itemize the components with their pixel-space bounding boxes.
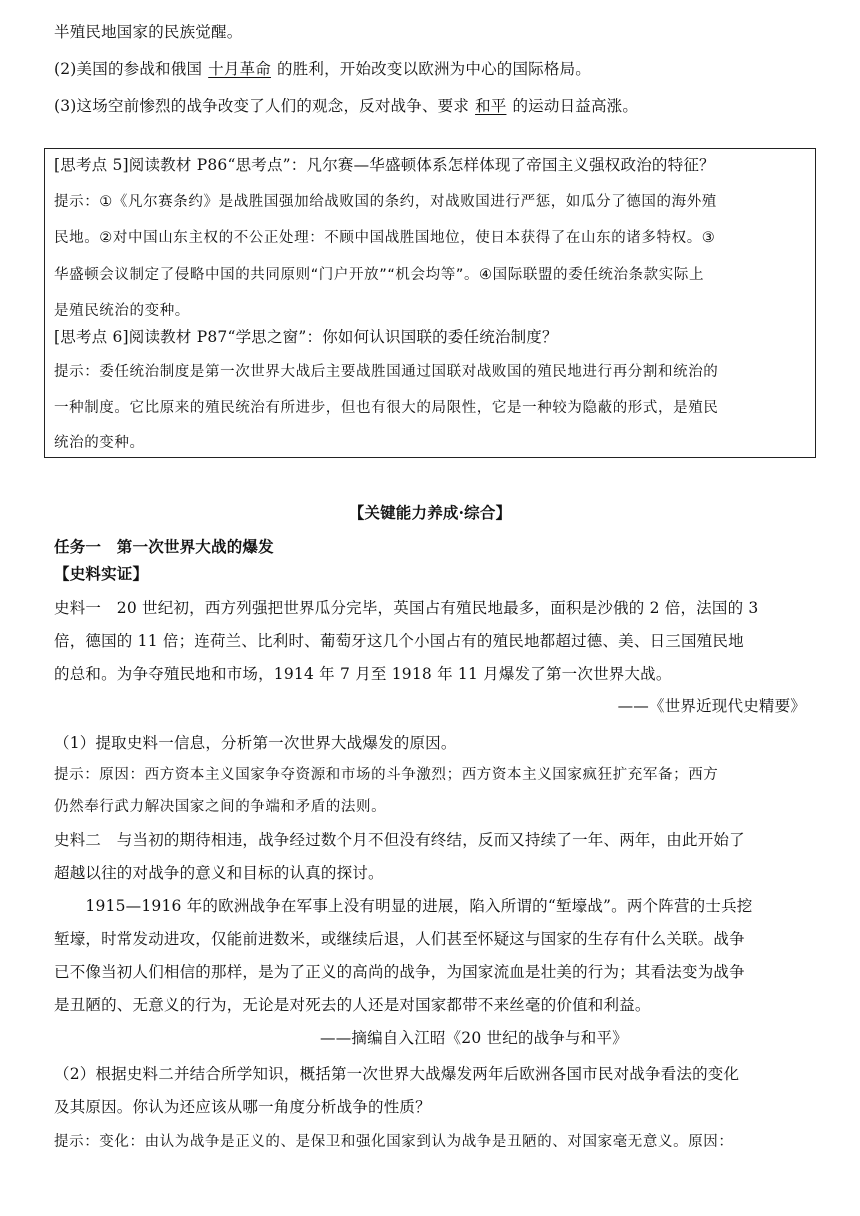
question-1: （1）提取史料一信息，分析第一次世界大战爆发的原因。 [54,734,457,752]
material-2-source: ——摘编自入江昭《20 世纪的战争与和平》 [320,1029,628,1047]
hint-line: 提示：变化：由认为战争是正义的、是保卫和强化国家到认为战争是丑陋的、对国家毫无意义。原因： [54,1134,734,1150]
thinking-point-6: [思考点 6]阅读教材 P87“学思之窗”：你如何认识国联的委任统治制度？ [54,328,558,346]
text-line: 半殖民地国家的民族觉醒。 [54,23,243,41]
hint-line: 一种制度。它比原来的殖民统治有所进步，但也有很大的局限性，它是一种较为隐蔽的形式，是殖民 [54,400,719,416]
point-3 [54,96,814,116]
hint-line: 提示：原因：西方资本主义国家争夺资源和市场的斗争激烈；西方资本主义国家疯狂扩充军备；西方 [54,767,719,783]
hint-line: 统治的变种。 [54,435,145,451]
hint-line: 是殖民统治的变种。 [54,303,190,319]
material-2-line: 已不像当初人们相信的那样，是为了正义的高尚的战争，为国家流血是壮美的行为；其看法变为战争 [54,963,745,981]
hint-line: 提示：①《凡尔赛条约》是战胜国强加给战败国的条约，对战败国进行严惩，如瓜分了德国的海外殖 [54,194,717,210]
thinking-point-5: [思考点 5]阅读教材 P86“思考点”：凡尔赛—华盛顿体系怎样体现了帝国主义强权政治的特征？ [54,156,715,174]
material-2-line: 史料二 与当初的期待相违，战争经过数个月不但没有终结，反而又持续了一年、两年，由此开始了 [54,831,745,849]
hint-line: 华盛顿会议制定了侵略中国的共同原则“门户开放”“机会均等”。④国际联盟的委任统治条款实际上 [54,267,705,283]
material-2-line: 堑壕，时常发动进攻，仅能前进数米，或继续后退，人们甚至怀疑这与国家的生存有什么关联。战争 [54,930,745,948]
question-2-line: （2）根据史料二并结合所学知识，概括第一次世界大战爆发两年后欧洲各国市民对战争看法的变化 [54,1065,740,1083]
section-heading: 【关键能力养成·综合】 [348,503,512,522]
material-1-source: ——《世界近现代史精要》 [617,697,806,715]
material-2-line: 超越以往的对战争的意义和目标的认真的探讨。 [54,864,384,882]
point-3-text-a: (3)这场空前惨烈的战争改变了人们的观念，反对战争、要求 [54,97,470,115]
point-2 [54,59,814,79]
material-1-line: 史料一 20 世纪初，西方列强把世界瓜分完毕，英国占有殖民地最多，面积是沙俄的 2 倍，法国的 3 [54,599,759,617]
evidence-heading: 【史料实证】 [54,564,149,583]
fill-blank-answer: 和平 [475,97,507,115]
task-heading: 任务一 第一次世界大战的爆发 [54,537,274,556]
point-2-text-b: 的胜利，开始改变以欧洲为中心的国际格局。 [276,60,591,78]
point-2-text-a: (2)美国的参战和俄国 [54,60,203,78]
material-2-line: 1915—1916 年的欧洲战争在军事上没有明显的进展，陷入所谓的“堑壕战”。两个阵营的士兵挖 [54,897,753,915]
point-3-text-b: 的运动日益高涨。 [512,97,639,115]
material-2-line: 是丑陋的、无意义的行为，无论是对死去的人还是对国家都带不来丝毫的价值和利益。 [54,996,651,1014]
hint-line: 提示：委任统治制度是第一次世界大战后主要战胜国通过国联对战败国的殖民地进行再分割和统治的 [54,364,719,380]
material-1-line: 的总和。为争夺殖民地和市场，1914 年 7 月至 1918 年 11 月爆发了第一次世界大战。 [54,665,672,683]
material-1-line: 倍，德国的 11 倍；连荷兰、比利时、葡萄牙这几个小国占有的殖民地都超过德、美、日三国殖民地 [54,632,744,650]
hint-line: 民地。②对中国山东主权的不公正处理：不顾中国战胜国地位，使日本获得了在山东的诸多特权。③ [54,230,716,246]
hint-line: 仍然奉行武力解决国家之间的争端和矛盾的法则。 [54,799,387,815]
fill-blank-answer: 十月革命 [208,60,271,78]
question-2-line: 及其原因。你认为还应该从哪一角度分析战争的性质？ [54,1098,431,1116]
